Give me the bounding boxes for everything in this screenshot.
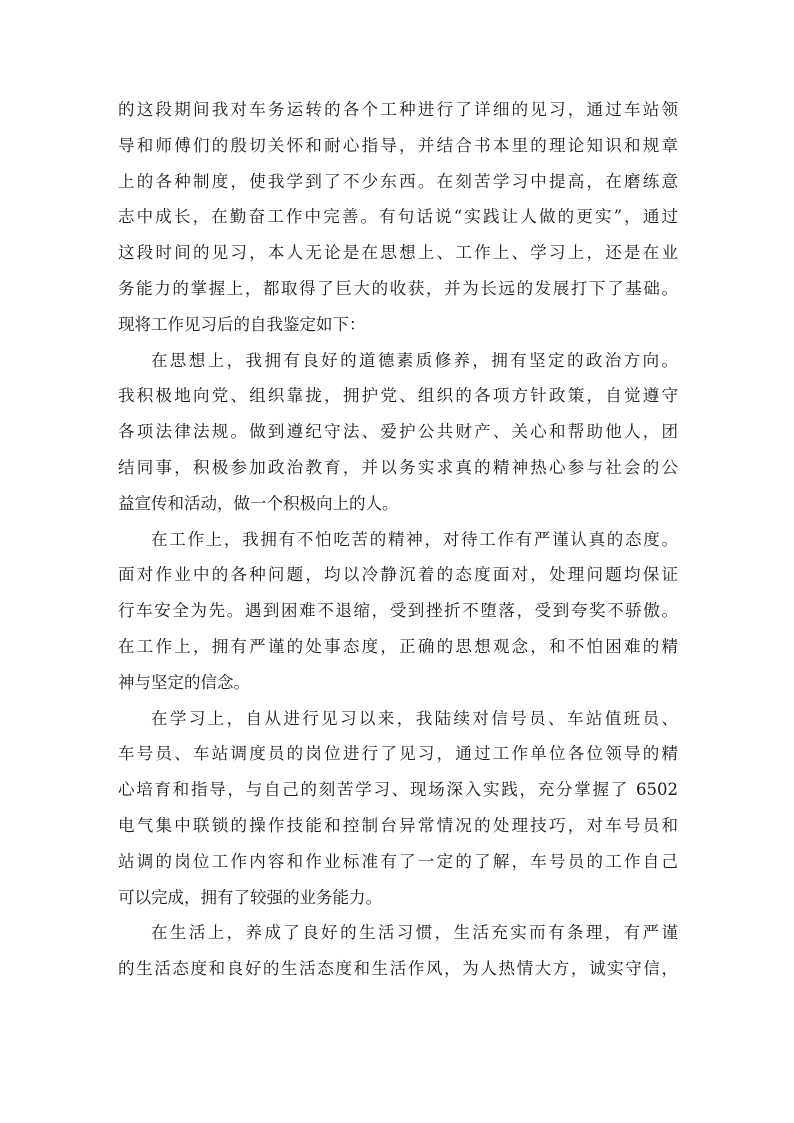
text-line: 导和师傅们的殷切关怀和耐心指导，并结合书本里的理论知识和规章 bbox=[118, 135, 678, 155]
text-line: 在工作上，我拥有不怕吃苦的精神，对待工作有严谨认真的态度。 bbox=[151, 529, 678, 549]
text-line: 可以完成，拥有了较强的业务能力。 bbox=[118, 887, 382, 907]
paragraph-thought bbox=[118, 343, 678, 522]
text-line: 在生活上，养成了良好的生活习惯，生活充实而有条理，有严谨 bbox=[151, 923, 678, 943]
text-line: 行车安全为先。遇到困难不退缩，受到挫折不堕落，受到夸奖不骄傲。 bbox=[118, 601, 678, 621]
text-line: 的生活态度和良好的生活态度和生活作风，为人热情大方，诚实守信， bbox=[118, 959, 678, 979]
text-line: 面对作业中的各种问题，均以冷静沉着的态度面对，处理问题均保证 bbox=[118, 565, 678, 585]
text-line: 在学习上，自从进行见习以来，我陆续对信号员、车站值班员、 bbox=[151, 708, 678, 728]
paragraph-life bbox=[118, 915, 678, 987]
text-line: 这段时间的见习，本人无论是在思想上、工作上、学习上，还是在业 bbox=[118, 243, 678, 263]
text-line: 志中成长，在勤奋工作中完善。有句话说“实践让人做的更实”，通过 bbox=[118, 207, 678, 227]
text-line: 电气集中联锁的操作技能和控制台异常情况的处理技巧，对车号员和 bbox=[118, 815, 678, 835]
text-line: 车号员、车站调度员的岗位进行了见习，通过工作单位各位领导的精 bbox=[118, 744, 678, 764]
paragraph-work bbox=[118, 522, 678, 701]
text-line: 益宣传和活动，做一个积极向上的人。 bbox=[118, 493, 399, 513]
text-line: 各项法律法规。做到遵纪守法、爱护公共财产、关心和帮助他人，团 bbox=[118, 422, 678, 442]
text-line: 上的各种制度，使我学到了不少东西。在刻苦学习中提高，在磨练意 bbox=[118, 171, 678, 191]
text-line: 的这段期间我对车务运转的各个工种进行了详细的见习，通过车站领 bbox=[118, 100, 678, 119]
text-line: 结同事，积极参加政治教育，并以务实求真的精神热心参与社会的公 bbox=[118, 457, 678, 477]
text-line: 心培育和指导，与自己的刻苦学习、现场深入实践，充分掌握了 6502 bbox=[118, 780, 678, 800]
paragraph-study bbox=[118, 701, 678, 916]
text-line: 务能力的掌握上，都取得了巨大的收获，并为长远的发展打下了基础。 bbox=[118, 278, 678, 298]
text-line: 在思想上，我拥有良好的道德素质修养，拥有坚定的政治方向。 bbox=[151, 350, 678, 370]
text-line: 神与坚定的信念。 bbox=[118, 672, 250, 692]
paragraph-intro bbox=[118, 92, 678, 343]
text-line: 在工作上，拥有严谨的处事态度，正确的思想观念，和不怕困难的精 bbox=[118, 636, 678, 656]
document-body bbox=[118, 92, 678, 987]
text-line: 我积极地向党、组织靠拢，拥护党、组织的各项方针政策，自觉遵守 bbox=[118, 386, 678, 406]
text-line: 站调的岗位工作内容和作业标准有了一定的了解，车号员的工作自己 bbox=[118, 851, 678, 871]
text-line: 现将工作见习后的自我鉴定如下： bbox=[118, 314, 366, 334]
